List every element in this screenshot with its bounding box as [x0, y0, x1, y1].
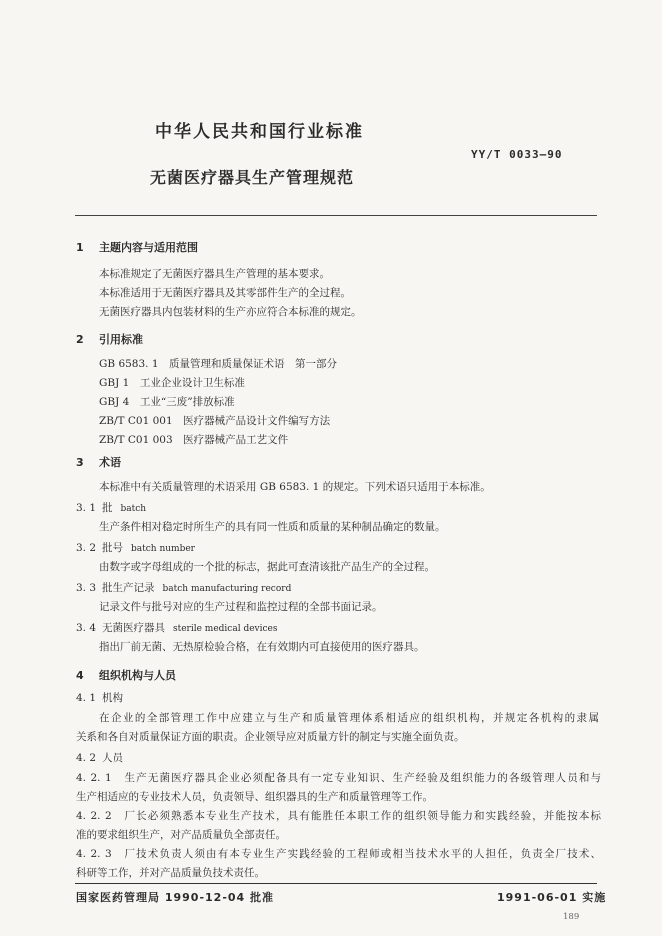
paragraph-line: 关系和各自对质量保证方面的职责。企业领导应对质量方针的制定与实施全面负责。: [76, 731, 465, 743]
term-3-2: [76, 540, 195, 555]
standard-category-title: 中华人民共和国行业标准: [155, 122, 364, 142]
paragraph: 无菌医疗器具内包装材料的生产亦应符合本标准的规定。: [99, 306, 362, 318]
term-3-4: [76, 620, 278, 635]
subsection-title: 机构: [102, 692, 123, 704]
paragraph-line: 生产相适应的专业技术人员，负责领导、组织器具的生产和质量管理等工作。: [76, 791, 433, 803]
section-4-heading: [76, 667, 176, 683]
term-en: sterile medical devices: [173, 624, 278, 634]
footer-divider: [75, 883, 597, 884]
paragraph-line: 4. 2. 3 厂技术负责人须由有本专业生产实践经验的工程师或相当技术水平的人担任，负责全厂技术、: [76, 848, 601, 860]
paragraph: 本标准中有关质量管理的术语采用 GB 6583. 1 的规定。下列术语只适用于本标准。: [99, 481, 491, 493]
section-title: 组织机构与人员: [99, 669, 176, 682]
document-title: 无菌医疗器具生产管理规范: [150, 168, 355, 187]
term-en: batch: [120, 504, 147, 514]
effective-date: 1991-06-01 实施: [497, 891, 607, 904]
section-number: 1: [76, 241, 84, 254]
section-title: 术语: [99, 456, 121, 469]
section-title: 引用标准: [99, 333, 143, 346]
term-definition: 生产条件相对稳定时所生产的具有同一性质和质量的某种制品确定的数量。: [99, 521, 446, 533]
section-number: 3: [76, 456, 84, 469]
reference-item: ZB/T C01 003 医疗器械产品工艺文件: [99, 434, 289, 446]
reference-item: GBJ 4 工业“三废”排放标准: [99, 396, 235, 408]
standard-code: YY/T 0033—90: [471, 148, 563, 161]
term-cn: 批: [102, 502, 113, 514]
term-3-1: [76, 500, 146, 515]
subsection-4-1-heading: [76, 690, 123, 705]
reference-item: ZB/T C01 001 医疗器械产品设计文件编写方法: [99, 415, 331, 427]
term-number: 3. 2: [76, 542, 97, 554]
header-divider: [75, 215, 597, 216]
paragraph-line: 在企业的全部管理工作中应建立与生产和质量管理体系相适应的组织机构，并规定各机构的隶属: [99, 712, 599, 724]
subsection-number: 4. 1: [76, 692, 97, 704]
term-cn: 批生产记录: [102, 582, 155, 594]
subsection-4-2-heading: [76, 750, 123, 765]
term-number: 3. 4: [76, 622, 97, 634]
subsection-number: 4. 2: [76, 752, 97, 764]
term-3-3: [76, 580, 291, 595]
paragraph-line: 准的要求组织生产，对产品质量负全部责任。: [76, 829, 286, 841]
approval-info: 国家医药管理局 1990-12-04 批准: [76, 891, 275, 904]
paragraph: 本标准适用于无菌医疗器具及其零部件生产的全过程。: [99, 287, 351, 299]
term-definition: 由数字或字母组成的一个批的标志，据此可查清该批产品生产的全过程。: [99, 561, 435, 573]
paragraph-line: 科研等工作，并对产品质量负技术责任。: [76, 867, 265, 879]
term-number: 3. 3: [76, 582, 97, 594]
paragraph: 本标准规定了无菌医疗器具生产管理的基本要求。: [99, 268, 330, 280]
term-definition: 指出厂前无菌、无热原检验合格，在有效期内可直接使用的医疗器具。: [99, 641, 425, 653]
paragraph-line: 4. 2. 1 生产无菌医疗器具企业必须配备具有一定专业知识、生产经验及组织能力的各级管理人员和与: [76, 772, 601, 784]
section-3-heading: [76, 454, 121, 470]
section-number: 4: [76, 669, 84, 682]
term-cn: 无菌医疗器具: [102, 622, 165, 634]
term-cn: 批号: [102, 542, 123, 554]
term-en: batch manufacturing record: [162, 584, 292, 594]
subsection-title: 人员: [102, 752, 123, 764]
page-number: 189: [563, 912, 580, 922]
reference-item: GBJ 1 工业企业设计卫生标准: [99, 377, 245, 389]
section-number: 2: [76, 333, 84, 346]
section-2-heading: [76, 331, 143, 347]
term-number: 3. 1: [76, 502, 97, 514]
section-1-heading: [76, 239, 198, 255]
term-definition: 记录文件与批号对应的生产过程和监控过程的全部书面记录。: [99, 601, 383, 613]
term-en: batch number: [131, 544, 195, 554]
paragraph-line: 4. 2. 2 厂长必须熟悉本专业生产技术，具有能胜任本职工作的组织领导能力和实践经验，并能按本标: [76, 810, 601, 822]
section-title: 主题内容与适用范围: [99, 241, 198, 254]
reference-item: GB 6583. 1 质量管理和质量保证术语 第一部分: [99, 358, 338, 370]
